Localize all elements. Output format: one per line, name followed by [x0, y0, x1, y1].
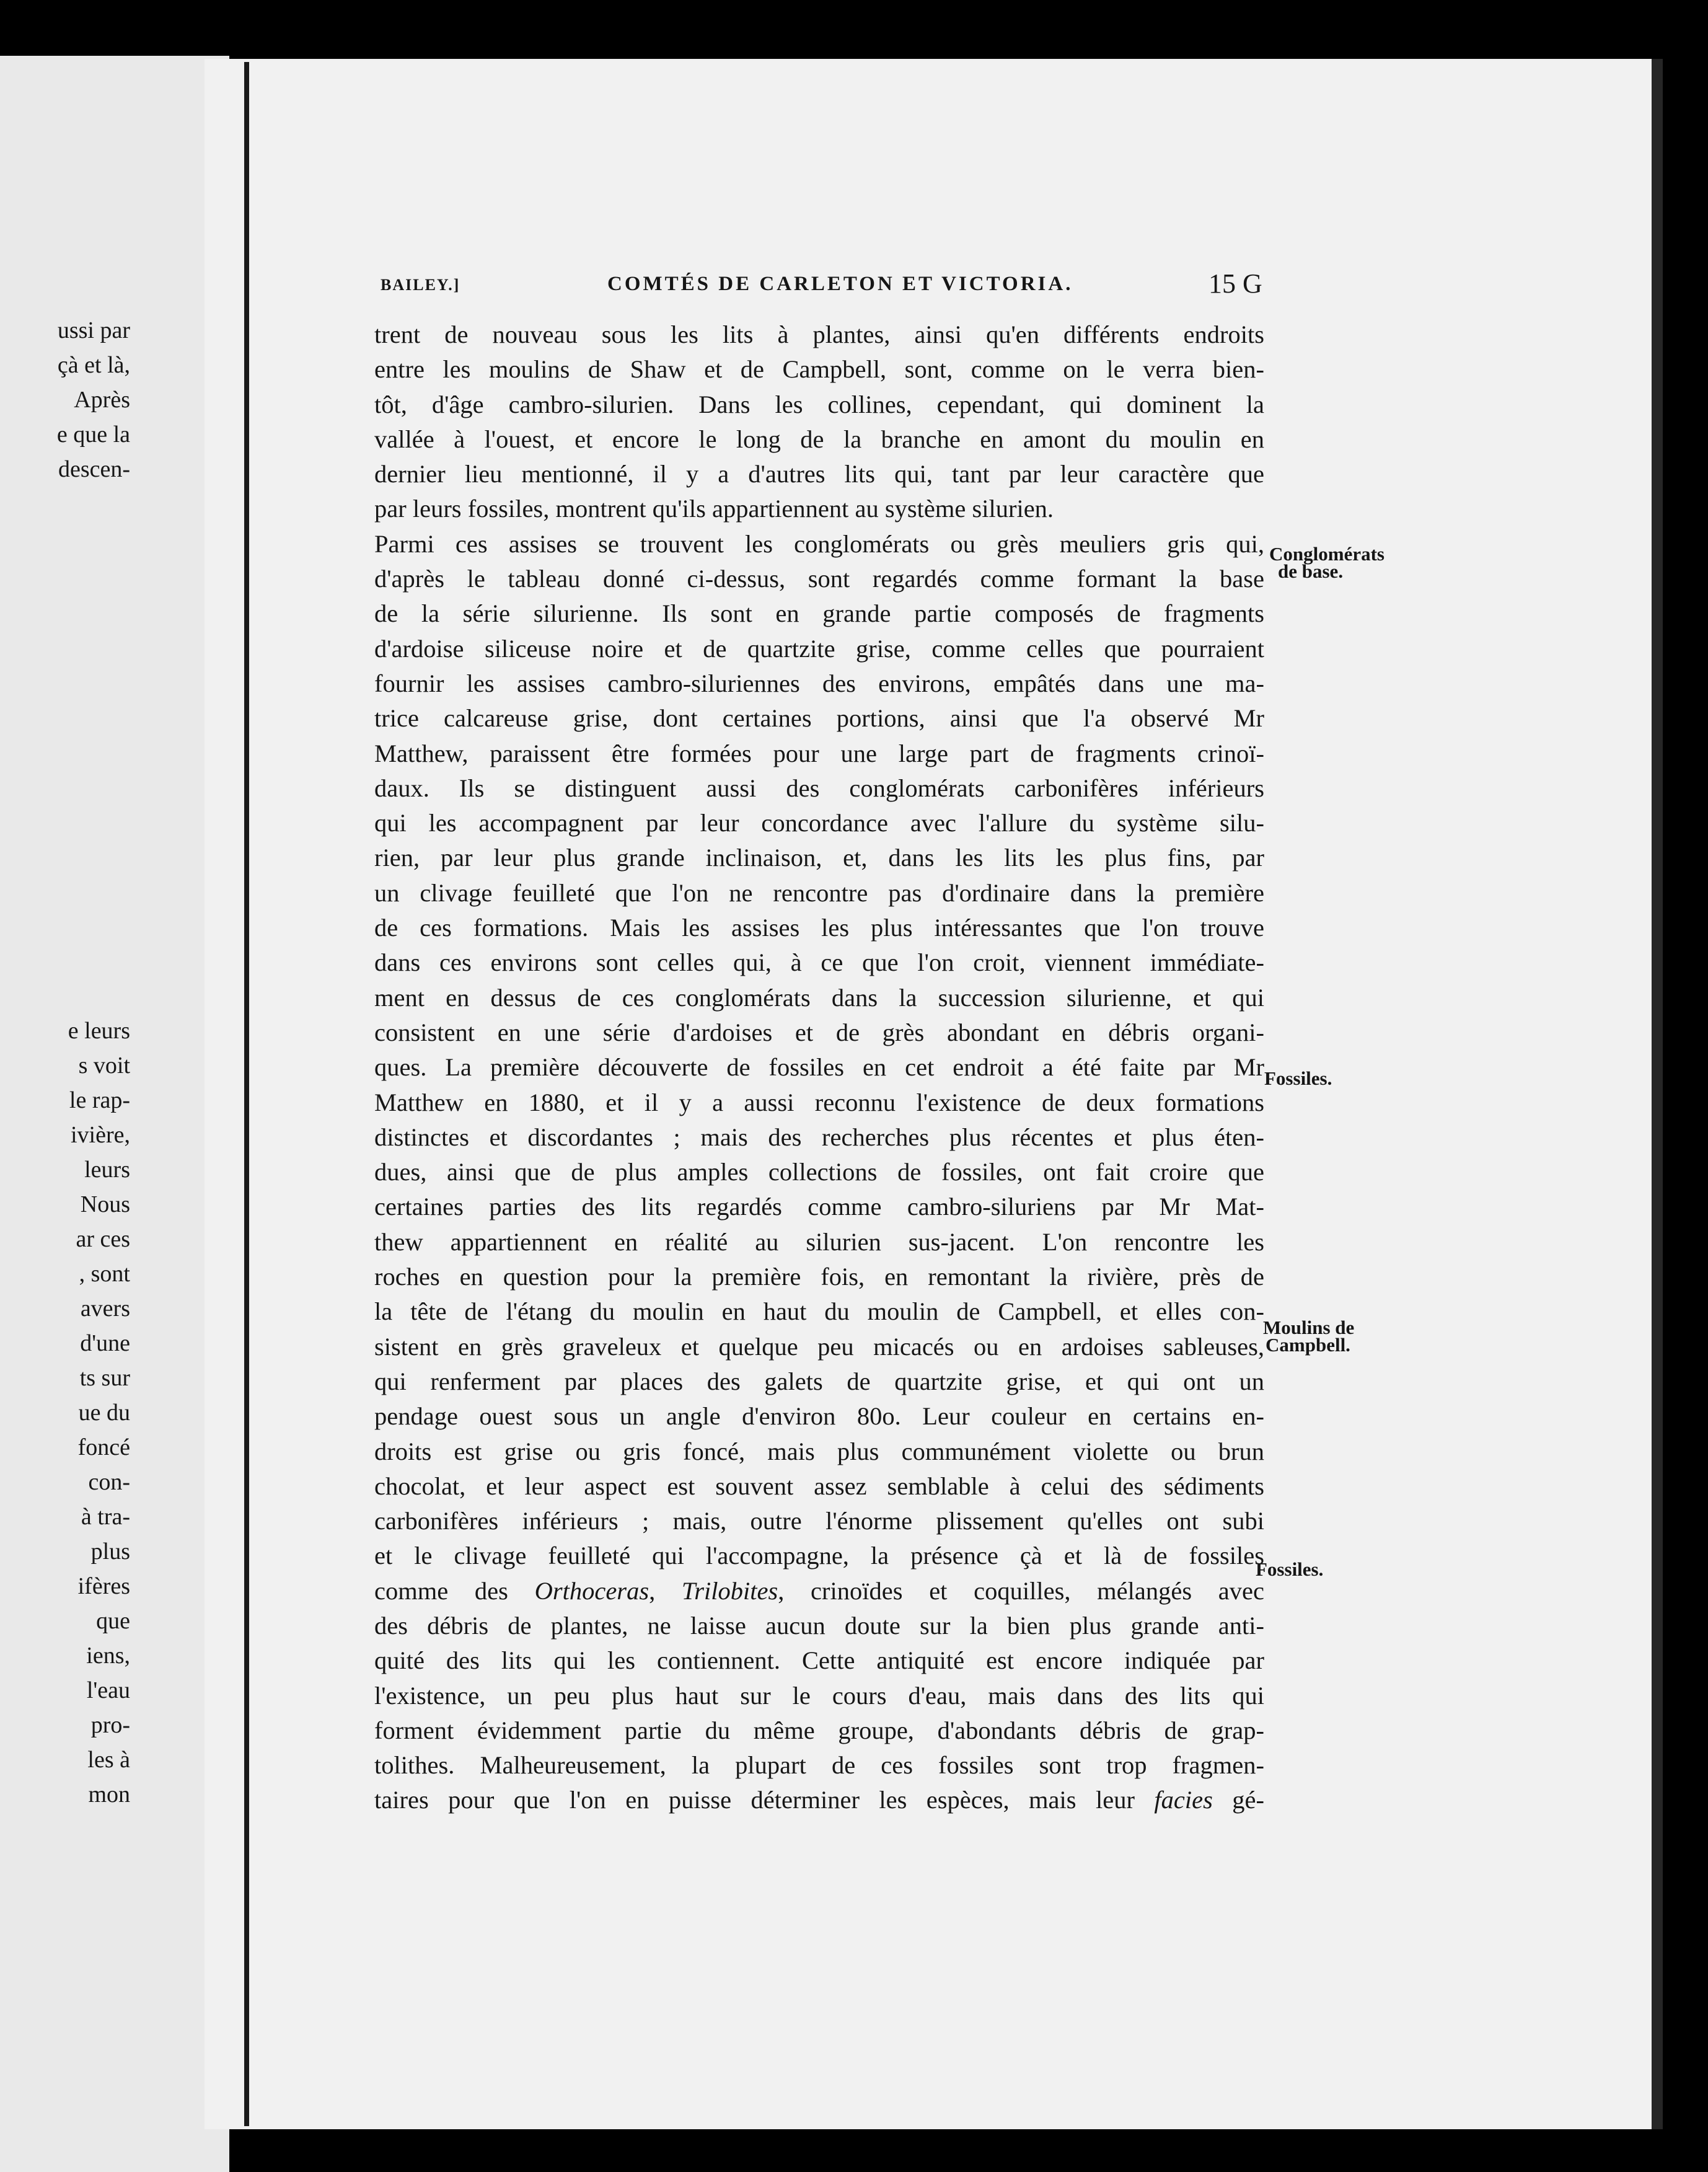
running-head-author: BAILEY.] — [381, 276, 460, 294]
text-line: la tête de l'étang du moulin en haut du moulin de Campbell, et elles con- — [374, 1297, 1264, 1326]
text-line: un clivage feuilleté que l'on ne rencontre pas d'ordinaire dans la première — [374, 878, 1264, 907]
text-line: l'existence, un peu plus haut sur le cours d'eau, mais dans des lits qui — [374, 1681, 1264, 1710]
left-page-line: e leurs — [68, 1018, 130, 1044]
text-line: entre les moulins de Shaw et de Campbell, sont, comme on le verra bien- — [374, 355, 1264, 384]
text-line: pendage ouest sous un angle d'environ 80o. Leur couleur en certains en- — [374, 1402, 1264, 1431]
text-line: daux. Ils se distinguent aussi des conglomérats carbonifères inférieurs — [374, 774, 1264, 802]
margin-note-conglomerats: Conglomérats de base. — [1269, 543, 1384, 582]
left-page-line: plus — [90, 1538, 130, 1565]
text-line: de ces formations. Mais les assises les plus intéressantes que l'on trouve — [374, 914, 1264, 942]
text-line: de la série silurienne. Ils sont en grande partie composés de fragments — [374, 599, 1264, 628]
left-page-line: Nous — [80, 1191, 130, 1217]
text-line: Parmi ces assises se trouvent les conglomérats ou grès meuliers gris qui, — [374, 529, 1264, 558]
left-page-line: pro- — [90, 1712, 130, 1738]
text-line: sistent en grès graveleux et quelque peu micacés ou en ardoises sableuses, — [374, 1332, 1264, 1361]
left-page-line: descen- — [58, 456, 130, 482]
margin-note-fossiles-2: Fossiles. — [1256, 1558, 1324, 1580]
left-page-line: mon — [88, 1781, 130, 1808]
left-page-line: avers — [80, 1296, 130, 1322]
margin-note-fossiles: Fossiles. — [1264, 1067, 1332, 1089]
page-right-edge — [1652, 59, 1663, 2129]
text-line: dues, ainsi que de plus amples collections de fossiles, ont fait croire que — [374, 1158, 1264, 1186]
text-line: des débris de plantes, ne laisse aucun doute sur la bien plus grande anti- — [374, 1611, 1264, 1640]
left-page-line: à tra- — [81, 1504, 130, 1530]
text-line: carbonifères inférieurs ; mais, outre l'énorme plissement qu'elles ont subi — [374, 1507, 1264, 1535]
text-line: par leurs fossiles, montrent qu'ils appartiennent au système silurien. — [374, 495, 1054, 523]
running-head-title: COMTÉS DE CARLETON ET VICTORIA. — [607, 273, 1073, 295]
text-line: certaines parties des lits regardés comme cambro-siluriens par Mr Mat- — [374, 1193, 1264, 1221]
text-line: taires pour que l'on en puisse déterminer les espèces, mais leur facies gé- — [374, 1786, 1264, 1814]
left-page-line: Après — [74, 387, 130, 413]
left-page-line: le rap- — [69, 1087, 130, 1113]
text-line: chocolat, et leur aspect est souvent assez semblable à celui des sédiments — [374, 1472, 1264, 1500]
margin-note-moulins: Moulins de Campbell. — [1263, 1317, 1355, 1356]
text-line: fournir les assises cambro-siluriennes des environs, empâtés dans une ma- — [374, 669, 1264, 697]
text-line: Matthew, paraissent être formées pour une large part de fragments crinoï- — [374, 739, 1264, 767]
binding-line — [244, 62, 249, 2126]
left-page-line: ussi par — [57, 317, 130, 343]
text-line: tolithes. Malheureusement, la plupart de ces fossiles sont trop fragmen- — [374, 1751, 1264, 1780]
left-page-line: ts sur — [79, 1365, 130, 1391]
left-page-line: foncé — [77, 1434, 130, 1460]
text-line: consistent en une série d'ardoises et de grès abondant en débris organi- — [374, 1018, 1264, 1046]
text-line: tôt, d'âge cambro-silurien. Dans les collines, cependant, qui dominent la — [374, 390, 1264, 418]
text-line: trice calcareuse grise, dont certaines portions, ainsi que l'a observé Mr — [374, 704, 1264, 733]
left-page-line: çà et là, — [57, 352, 130, 378]
left-page-line: d'une — [80, 1330, 130, 1356]
text-line: d'ardoise siliceuse noire et de quartzite grise, comme celles que pourraient — [374, 634, 1264, 663]
left-page-line: ue du — [78, 1400, 130, 1426]
text-line: droits est grise ou gris foncé, mais plus communément violette ou brun — [374, 1437, 1264, 1465]
text-line: Matthew en 1880, et il y a aussi reconnu l'existence de deux formations — [374, 1088, 1264, 1116]
text-line: et le clivage feuilleté qui l'accompagne, la présence çà et là de fossiles — [374, 1542, 1264, 1570]
left-page-line: l'eau — [86, 1677, 130, 1703]
text-line: ques. La première découverte de fossiles en cet endroit a été faite par Mr — [374, 1053, 1264, 1082]
text-line: rien, par leur plus grande inclinaison, et, dans les lits les plus fins, par — [374, 844, 1264, 872]
page-number: 15 G — [1208, 268, 1262, 299]
left-page-line: s voit — [78, 1053, 130, 1079]
text-line: vallée à l'ouest, et encore le long de la branche en amont du moulin en — [374, 425, 1264, 453]
left-page-line: iens, — [86, 1643, 130, 1669]
text-line: forment évidemment partie du même groupe, d'abondants débris de grap- — [374, 1716, 1264, 1744]
left-page-line: ivière, — [70, 1122, 130, 1148]
text-line: thew appartiennent en réalité au silurien sus-jacent. L'on rencontre les — [374, 1227, 1264, 1256]
text-line: distinctes et discordantes ; mais des recherches plus récentes et plus éten- — [374, 1123, 1264, 1151]
text-line: comme des Orthoceras, Trilobites, crinoïdes et coquilles, mélangés avec — [374, 1576, 1264, 1605]
text-line: d'après le tableau donné ci-dessus, sont regardés comme formant la base — [374, 565, 1264, 593]
text-line: ment en dessus de ces conglomérats dans la succession silurienne, et qui — [374, 983, 1264, 1012]
text-line: quité des lits qui les contiennent. Cette antiquité est encore indiquée par — [374, 1646, 1264, 1675]
text-line: qui les accompagnent par leur concordance avec l'allure du système silu- — [374, 809, 1264, 837]
left-page-line: ar ces — [76, 1226, 130, 1252]
text-line: qui renferment par places des galets de quartzite grise, et qui ont un — [374, 1367, 1264, 1395]
text-line: dernier lieu mentionné, il y a d'autres lits qui, tant par leur caractère que — [374, 460, 1264, 488]
left-page-line: que — [96, 1608, 130, 1634]
left-page-line: leurs — [84, 1157, 130, 1183]
left-page-line: con- — [88, 1469, 130, 1495]
left-page-edge — [0, 56, 229, 2172]
body-text — [374, 317, 1264, 1818]
left-page-line: e que la — [56, 422, 130, 448]
text-line: roches en question pour la première fois, en remontant la rivière, près de — [374, 1263, 1264, 1291]
left-page-line: ifères — [77, 1573, 130, 1599]
text-line: dans ces environs sont celles qui, à ce que l'on croit, viennent immédiate- — [374, 948, 1264, 977]
left-page-line: , sont — [79, 1261, 130, 1287]
left-page-line: les à — [87, 1747, 130, 1773]
text-line: trent de nouveau sous les lits à plantes, ainsi qu'en différents endroits — [374, 320, 1264, 348]
